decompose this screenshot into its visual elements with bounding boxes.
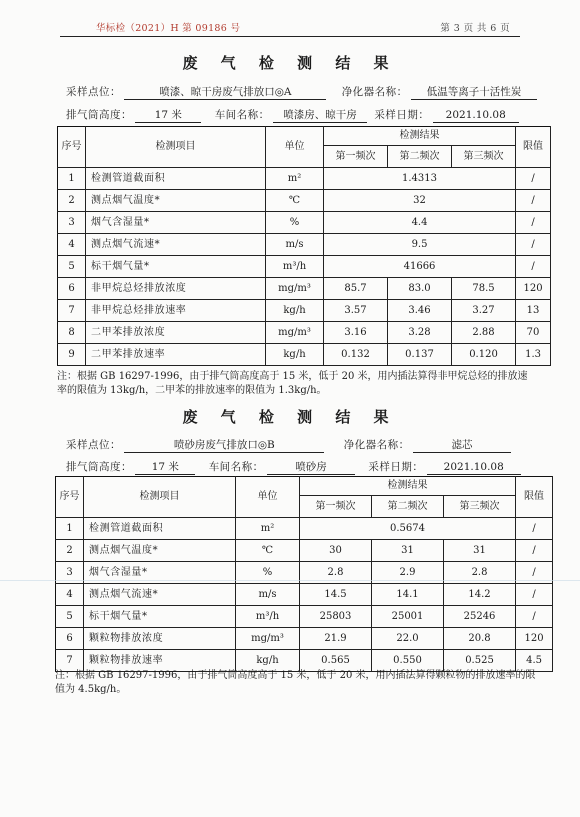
purifier-value: 低温等离子十活性炭: [411, 86, 537, 100]
row-limit: 13: [516, 300, 551, 322]
row-result: 4.4: [324, 212, 516, 234]
row-unit: mg/m³: [266, 278, 324, 300]
row-unit: kg/h: [236, 650, 300, 672]
table-row: [58, 212, 551, 234]
header-results: 检测结果: [300, 477, 516, 496]
header-no: 序号: [58, 127, 86, 168]
purifier-label: 净化器名称：: [341, 86, 408, 98]
row-result-1: 14.5: [300, 584, 372, 606]
stack-height-label: 排气筒高度：: [66, 461, 132, 473]
header-r2: 第二频次: [388, 146, 452, 168]
row-result: 0.5674: [300, 518, 516, 540]
row-result-2: 25001: [372, 606, 444, 628]
row-unit: mg/m³: [266, 322, 324, 344]
date-label: 采样日期：: [374, 109, 430, 121]
row-limit: 1.3: [516, 344, 551, 366]
row-unit: %: [236, 562, 300, 584]
row-no: 7: [58, 300, 86, 322]
row-item: 检测管道截面积: [84, 518, 236, 540]
row-result-3: 2.88: [452, 322, 516, 344]
row-result: 9.5: [324, 234, 516, 256]
header-item: 检测项目: [86, 127, 266, 168]
row-no: 3: [58, 212, 86, 234]
row-limit: /: [516, 190, 551, 212]
row-no: 7: [56, 650, 84, 672]
row-item: 标干烟气量*: [86, 256, 266, 278]
row-no: 5: [56, 606, 84, 628]
table-row: [58, 300, 551, 322]
row-item: 测点烟气温度*: [86, 190, 266, 212]
date-label: 采样日期：: [368, 461, 424, 473]
purifier-value: 滤芯: [413, 439, 511, 453]
row-limit: /: [516, 606, 553, 628]
sampling-point-label: 采样点位：: [66, 86, 121, 98]
header-r3: 第三频次: [444, 496, 516, 518]
row-limit: /: [516, 540, 553, 562]
table-row: [58, 322, 551, 344]
sampling-point-value: 喷漆、晾干房废气排放口◎A: [124, 86, 326, 100]
table-row: [58, 168, 551, 190]
section1-note: 注：根据 GB 16297-1996，由于排气筒高度高于 15 米，低于 20 米，用内插法算得非甲烷总烃的排放速率的限值为 13kg/h，二甲苯的排放速率的限值为 1.3kg/h。: [57, 371, 528, 396]
header-rule: [60, 36, 520, 37]
row-result-2: 14.1: [372, 584, 444, 606]
row-item: 检测管道截面积: [86, 168, 266, 190]
row-limit: 70: [516, 322, 551, 344]
stack-height-label: 排气筒高度：: [66, 109, 132, 121]
row-unit: ℃: [236, 540, 300, 562]
table-row: [56, 606, 553, 628]
row-result-1: 3.16: [324, 322, 388, 344]
row-unit: %: [266, 212, 324, 234]
row-unit: m/s: [266, 234, 324, 256]
workshop-label: 车间名称：: [214, 109, 270, 121]
table-row: [56, 518, 553, 540]
date-value: 2021.10.08: [433, 109, 519, 123]
row-result-2: 0.550: [372, 650, 444, 672]
header-r1: 第一频次: [324, 146, 388, 168]
row-limit: /: [516, 168, 551, 190]
row-limit: 120: [516, 628, 553, 650]
row-limit: /: [516, 234, 551, 256]
stack-height-value: 17 米: [135, 109, 201, 123]
row-limit: /: [516, 518, 553, 540]
row-item: 测点烟气流速*: [84, 584, 236, 606]
row-result-1: 85.7: [324, 278, 388, 300]
row-result-2: 3.46: [388, 300, 452, 322]
table-row: [58, 344, 551, 366]
row-unit: kg/h: [266, 300, 324, 322]
section1-meta-row2: [66, 107, 519, 123]
row-item: 烟气含湿量*: [86, 212, 266, 234]
workshop-value: 喷漆房、晾干房: [273, 109, 367, 123]
row-limit: 120: [516, 278, 551, 300]
row-result-1: 0.565: [300, 650, 372, 672]
row-result-3: 0.120: [452, 344, 516, 366]
row-limit: /: [516, 256, 551, 278]
row-result-3: 14.2: [444, 584, 516, 606]
header-results: 检测结果: [324, 127, 516, 146]
row-limit: /: [516, 584, 553, 606]
table-header-row: [56, 477, 553, 496]
row-no: 4: [58, 234, 86, 256]
section2-meta-row2: [66, 459, 521, 475]
row-no: 2: [56, 540, 84, 562]
row-result-3: 31: [444, 540, 516, 562]
header-limit: 限值: [516, 477, 553, 518]
row-result-2: 83.0: [388, 278, 452, 300]
section1-results-table: [57, 126, 551, 366]
workshop-value: 喷砂房: [267, 461, 355, 475]
row-item: 颗粒物排放速率: [84, 650, 236, 672]
row-result: 32: [324, 190, 516, 212]
row-item: 测点烟气流速*: [86, 234, 266, 256]
row-result-2: 31: [372, 540, 444, 562]
row-result: 41666: [324, 256, 516, 278]
row-limit: /: [516, 212, 551, 234]
table-row: [58, 256, 551, 278]
header-item: 检测项目: [84, 477, 236, 518]
row-result-2: 2.9: [372, 562, 444, 584]
workshop-label: 车间名称：: [208, 461, 264, 473]
purifier-label: 净化器名称：: [343, 439, 410, 451]
row-result-3: 3.27: [452, 300, 516, 322]
table-header-row: [58, 127, 551, 146]
section1-title: 废 气 检 测 结 果: [182, 54, 398, 72]
row-unit: ℃: [266, 190, 324, 212]
report-number: 华标检（2021）H 第 09186 号: [96, 23, 241, 34]
row-result-2: 0.137: [388, 344, 452, 366]
row-item: 二甲苯排放浓度: [86, 322, 266, 344]
stack-height-value: 17 米: [135, 461, 195, 475]
row-unit: m²: [236, 518, 300, 540]
sampling-point-value: 喷砂房废气排放口◎B: [124, 439, 324, 453]
header-r1: 第一频次: [300, 496, 372, 518]
row-result-3: 0.525: [444, 650, 516, 672]
sampling-point-label: 采样点位：: [66, 439, 121, 451]
row-item: 标干烟气量*: [84, 606, 236, 628]
row-result-2: 3.28: [388, 322, 452, 344]
section2-note: 注：根据 GB 16297-1996，由于排气筒高度高于 15 米，低于 20 米，用内插法算得颗粒物的排放速率的限值为 4.5kg/h。: [55, 670, 536, 695]
row-no: 8: [58, 322, 86, 344]
scan-artifact-line: [0, 580, 580, 581]
table-row: [58, 278, 551, 300]
row-result-1: 2.8: [300, 562, 372, 584]
table-row: [58, 190, 551, 212]
header-no: 序号: [56, 477, 84, 518]
row-result-1: 25803: [300, 606, 372, 628]
row-result-1: 3.57: [324, 300, 388, 322]
table-row: [56, 628, 553, 650]
row-result-3: 20.8: [444, 628, 516, 650]
section2-results-table: [55, 476, 553, 672]
row-result-3: 25246: [444, 606, 516, 628]
row-result-1: 30: [300, 540, 372, 562]
header-limit: 限值: [516, 127, 551, 168]
row-result-1: 21.9: [300, 628, 372, 650]
row-no: 3: [56, 562, 84, 584]
row-unit: m/s: [236, 584, 300, 606]
table-row: [58, 234, 551, 256]
row-limit: 4.5: [516, 650, 553, 672]
header-unit: 单位: [236, 477, 300, 518]
row-unit: m²: [266, 168, 324, 190]
row-result-3: 78.5: [452, 278, 516, 300]
section2-meta-row1: [66, 437, 511, 453]
row-result-3: 2.8: [444, 562, 516, 584]
row-unit: kg/h: [266, 344, 324, 366]
row-no: 1: [56, 518, 84, 540]
date-value: 2021.10.08: [427, 461, 521, 475]
table-row: [56, 540, 553, 562]
row-item: 烟气含湿量*: [84, 562, 236, 584]
row-unit: m³/h: [236, 606, 300, 628]
table-row: [56, 584, 553, 606]
row-limit: /: [516, 562, 553, 584]
header-r2: 第二频次: [372, 496, 444, 518]
section1-meta-row1: [66, 84, 537, 100]
row-no: 2: [58, 190, 86, 212]
row-no: 6: [58, 278, 86, 300]
row-item: 测点烟气温度*: [84, 540, 236, 562]
row-no: 6: [56, 628, 84, 650]
row-no: 5: [58, 256, 86, 278]
page-info: 第 3 页 共 6 页: [440, 23, 510, 34]
section2-title: 废 气 检 测 结 果: [182, 408, 398, 426]
header-r3: 第三频次: [452, 146, 516, 168]
row-result-2: 22.0: [372, 628, 444, 650]
row-item: 非甲烷总烃排放速率: [86, 300, 266, 322]
row-unit: m³/h: [266, 256, 324, 278]
row-item: 二甲苯排放速率: [86, 344, 266, 366]
row-no: 1: [58, 168, 86, 190]
row-no: 9: [58, 344, 86, 366]
row-item: 非甲烷总烃排放浓度: [86, 278, 266, 300]
row-result: 1.4313: [324, 168, 516, 190]
header-unit: 单位: [266, 127, 324, 168]
row-result-1: 0.132: [324, 344, 388, 366]
row-no: 4: [56, 584, 84, 606]
row-item: 颗粒物排放浓度: [84, 628, 236, 650]
row-unit: mg/m³: [236, 628, 300, 650]
